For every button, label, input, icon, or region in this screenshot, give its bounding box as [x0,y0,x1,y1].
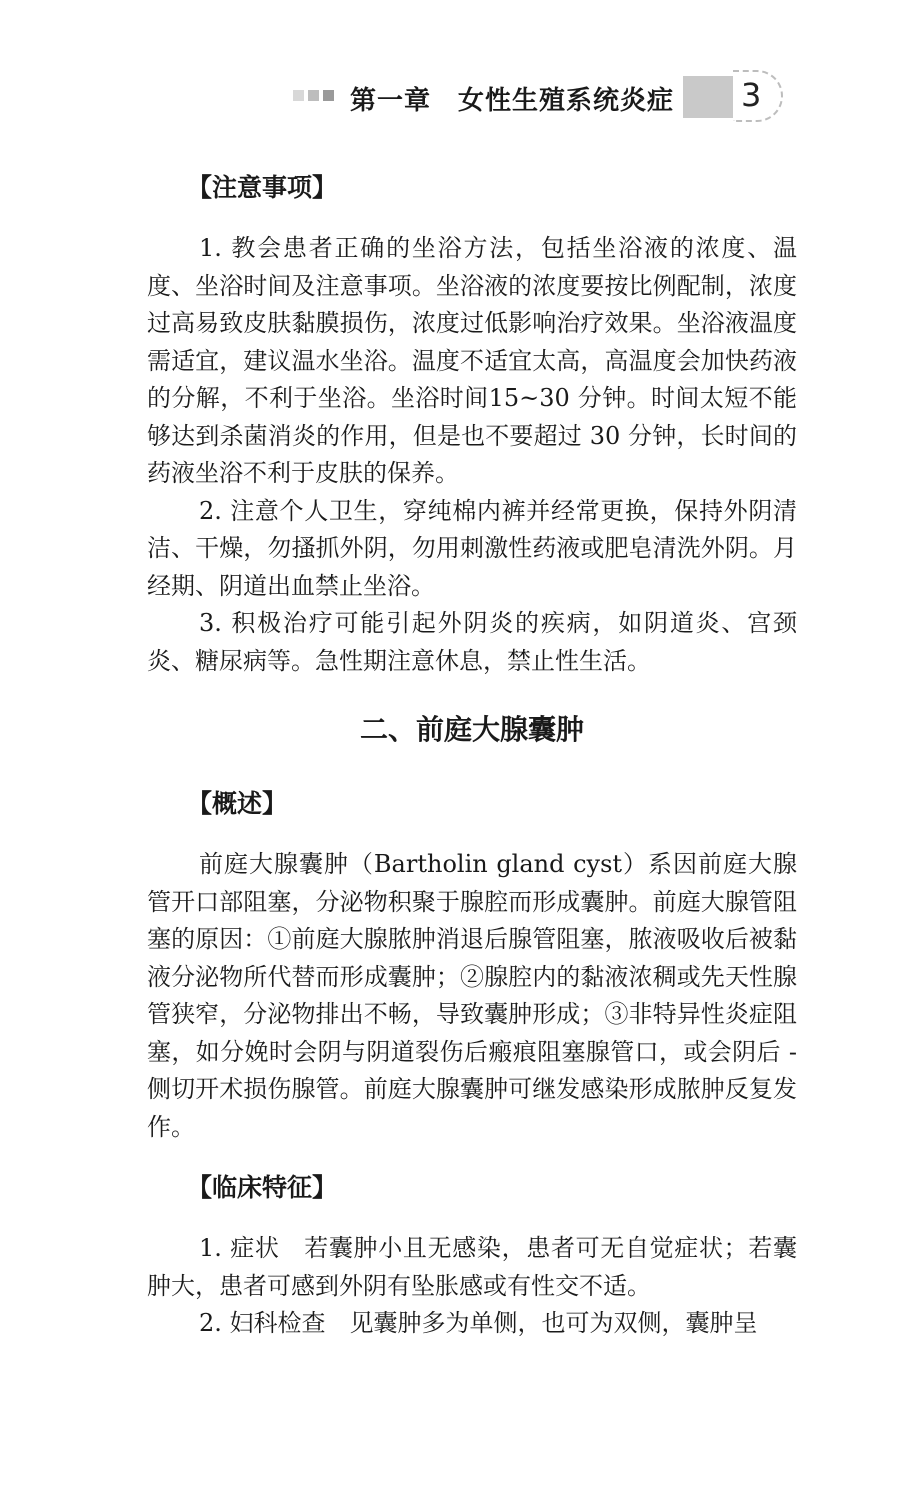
page-body [147,162,797,1343]
header-decoration-squares [293,90,334,101]
chapter-title: 第一章 女性生殖系统炎症 [350,86,675,116]
square-icon [323,90,334,101]
section-heading-notes: 【注意事项】 [187,173,338,202]
paragraph: 前庭大腺囊肿（Bartholin gland cyst）系因前庭大腺管开口部阻塞，分泌物积聚于腺腔而形成囊肿。前庭大腺管阻塞的原因：①前庭大腺脓肿消退后腺管阻塞，脓液吸收后被黏液分泌物所代替而形成囊肿；②腺腔内的黏液浓稠或先天性腺管狭窄，分泌物排出不畅，导致囊肿形成；③非特异性炎症阻塞，如分娩时会阴与阴道裂伤后瘢痕阻塞腺管口，或会阴后 - 侧切开术损伤腺管。前庭大腺囊肿可继发感染形成脓肿反复发作。 [147,850,797,1141]
paragraph: 2. 妇科检查 见囊肿多为单侧，也可为双侧，囊肿呈 [199,1309,758,1337]
paragraph: 1. 教会患者正确的坐浴方法，包括坐浴液的浓度、温度、坐浴时间及注意事项。坐浴液的浓度要按比例配制，浓度过高易致皮肤黏膜损伤，浓度过低影响治疗效果。坐浴液温度需适宜，建议温水坐浴。温度不适宜太高，高温度会加快药液的分解，不利于坐浴。坐浴时间15~30 分钟。时间太短不能够达到杀菌消炎的作用，但是也不要超过 30 分钟，长时间的药液坐浴不利于皮肤的保养。 [147,234,797,487]
page-number-tab [733,70,783,122]
header-gray-bar [683,76,733,118]
page-header [0,70,900,126]
paragraph: 2. 注意个人卫生，穿纯棉内裤并经常更换，保持外阴清洁、干燥，勿搔抓外阴，勿用刺激性药液或肥皂清洗外阴。月经期、阴道出血禁止坐浴。 [147,496,797,600]
paragraph: 1. 症状 若囊肿小且无感染，患者可无自觉症状；若囊肿大，患者可感到外阴有坠胀感或有性交不适。 [147,1234,797,1300]
square-icon [308,90,319,101]
square-icon [293,90,304,101]
section-title: 二、前庭大腺囊肿 [359,713,584,746]
page-number: 3 [741,76,762,114]
paragraph: 3. 积极治疗可能引起外阴炎的疾病，如阴道炎、宫颈炎、糖尿病等。急性期注意休息，禁止性生活。 [147,609,797,675]
section-heading-clinical: 【临床特征】 [187,1173,338,1202]
section-heading-overview: 【概述】 [187,789,288,818]
